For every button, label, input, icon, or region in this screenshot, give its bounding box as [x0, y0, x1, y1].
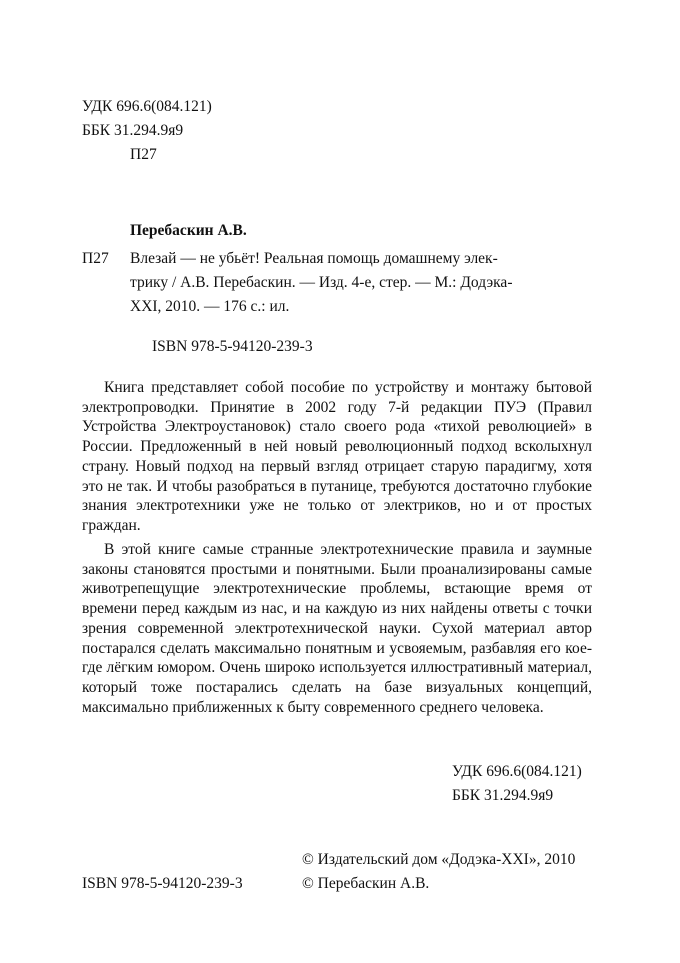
- copyright-author: © Перебаскин А.В.: [302, 875, 430, 892]
- copyright-publisher: © Издательский дом «Додэка-XXI», 2010: [302, 851, 576, 868]
- annotation-paragraph-1: Книга представляет собой пособие по устройству и монтажу бытовой электропроводки. Принятие в 2002 году 7-й редакции ПУЭ (Правил Устройства Электроустановок) стало своего рода «тихой революцией» в России. Предложенный в ней новый революционный подход всколыхнул страну. Новый подход на первый взгляд отрицает старую парадигму, хотя это не так. И чтобы разобраться в путанице, требуются достаточно глубокие знания электротехники уже не только от электриков, но и от простых граждан.: [82, 379, 592, 534]
- bottom-bbk-code: ББК 31.294.9я9: [452, 787, 554, 804]
- bbk-code: ББК 31.294.9я9: [82, 122, 184, 139]
- entry-isbn: ISBN 978-5-94120-239-3: [152, 338, 313, 355]
- bottom-udk-code: УДК 696.6(084.121): [452, 763, 582, 780]
- annotation-paragraph-2: В этой книге самые странные электротехнические правила и заумные законы становятся простыми и понятными. Были проанализированы самые животрепещущие электротехнические проблемы, встающие время от времени перед каждым из нас, и на каждую из них найдены ответы с точки зрения современной электротехнической науки. Сухой материал автор постарался сделать максимально понятным и усвояемым, разбавляя его кое-где лёгким юмором. Очень широко используется иллюстративный материал, который тоже постарались сделать на базе визуальных концепций, максимально приближенных к быту современного среднего человека.: [82, 541, 592, 716]
- entry-line-2: трику / А.В. Перебаскин. — Изд. 4-е, стер. — М.: Додэка-: [130, 274, 513, 291]
- author-name: Перебаскин А.В.: [130, 222, 247, 239]
- entry-author-mark: П27: [82, 250, 109, 267]
- udk-code: УДК 696.6(084.121): [82, 98, 212, 115]
- entry-line-1: Влезай — не убьёт! Реальная помощь домашнему элек-: [130, 250, 498, 267]
- entry-line-3: XXI, 2010. — 176 с.: ил.: [130, 298, 290, 315]
- footer-isbn: ISBN 978-5-94120-239-3: [82, 875, 243, 892]
- author-mark: П27: [130, 146, 157, 163]
